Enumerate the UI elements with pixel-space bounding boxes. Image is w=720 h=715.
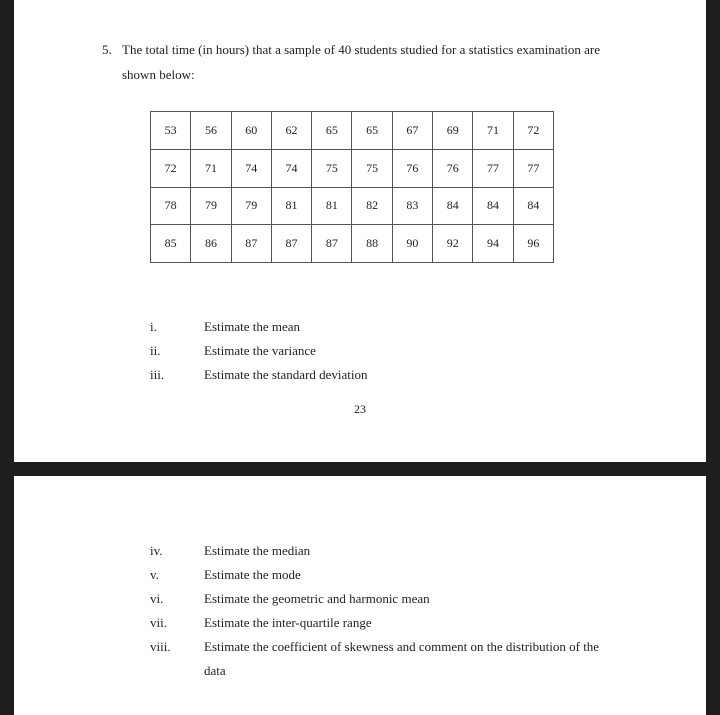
question-text-line-2: shown below: [122,67,195,82]
table-cell: 72 [151,149,191,187]
task-text: Estimate the mean [204,319,301,334]
task-numeral: iv. [150,543,163,558]
task-text: Estimate the coefficient of skewness and comment on the distribution of the [204,639,600,654]
table-cell: 88 [352,225,392,263]
table-cell: 86 [191,225,231,263]
task-text: Estimate the mode [204,567,301,582]
table-cell: 69 [433,112,473,150]
table-cell: 83 [392,187,432,225]
table-row [151,149,554,187]
table-cell: 56 [191,112,231,150]
table-cell: 74 [231,149,271,187]
table-cell: 76 [433,149,473,187]
table-cell: 94 [473,225,513,263]
task-text: Estimate the median [204,543,311,558]
table-cell: 65 [352,112,392,150]
document-page-1 [14,0,706,462]
task-text: Estimate the inter-quartile range [204,615,372,630]
table-row [151,225,554,263]
table-cell: 77 [473,149,513,187]
table-cell: 74 [271,149,311,187]
table-row [151,112,554,150]
task-continuation-text: data [204,663,226,678]
document-page-2 [14,476,706,715]
task-numeral: i. [150,319,157,334]
table-cell: 81 [312,187,352,225]
table-cell: 65 [312,112,352,150]
table-cell: 75 [352,149,392,187]
table-cell: 67 [392,112,432,150]
table-cell: 75 [312,149,352,187]
table-cell: 84 [473,187,513,225]
page-number: 23 [354,402,366,416]
table-cell: 92 [433,225,473,263]
table-cell: 62 [271,112,311,150]
table-cell: 53 [151,112,191,150]
table-cell: 78 [151,187,191,225]
task-numeral: iii. [150,367,165,382]
table-cell: 71 [191,149,231,187]
table-cell: 84 [433,187,473,225]
table-cell: 90 [392,225,432,263]
table-cell: 72 [513,112,553,150]
table-cell: 87 [271,225,311,263]
table-cell: 79 [231,187,271,225]
task-text: Estimate the variance [204,343,316,358]
task-numeral: vi. [150,591,164,606]
table-cell: 60 [231,112,271,150]
question-text-line-1: The total time (in hours) that a sample of 40 students studied for a statistics examination are [122,42,600,57]
table-cell: 84 [513,187,553,225]
table-row [151,187,554,225]
table-cell: 81 [271,187,311,225]
table-cell: 82 [352,187,392,225]
table-cell: 79 [191,187,231,225]
table-cell: 96 [513,225,553,263]
task-text: Estimate the geometric and harmonic mean [204,591,430,606]
table-cell: 77 [513,149,553,187]
table-cell: 85 [151,225,191,263]
task-numeral: ii. [150,343,161,358]
task-numeral: vii. [150,615,167,630]
question-number: 5. [102,42,112,57]
task-text: Estimate the standard deviation [204,367,368,382]
table-cell: 87 [231,225,271,263]
table-cell: 76 [392,149,432,187]
study-hours-table [150,111,554,263]
table-cell: 87 [312,225,352,263]
task-numeral: v. [150,567,159,582]
task-numeral: viii. [150,639,171,654]
table-cell: 71 [473,112,513,150]
